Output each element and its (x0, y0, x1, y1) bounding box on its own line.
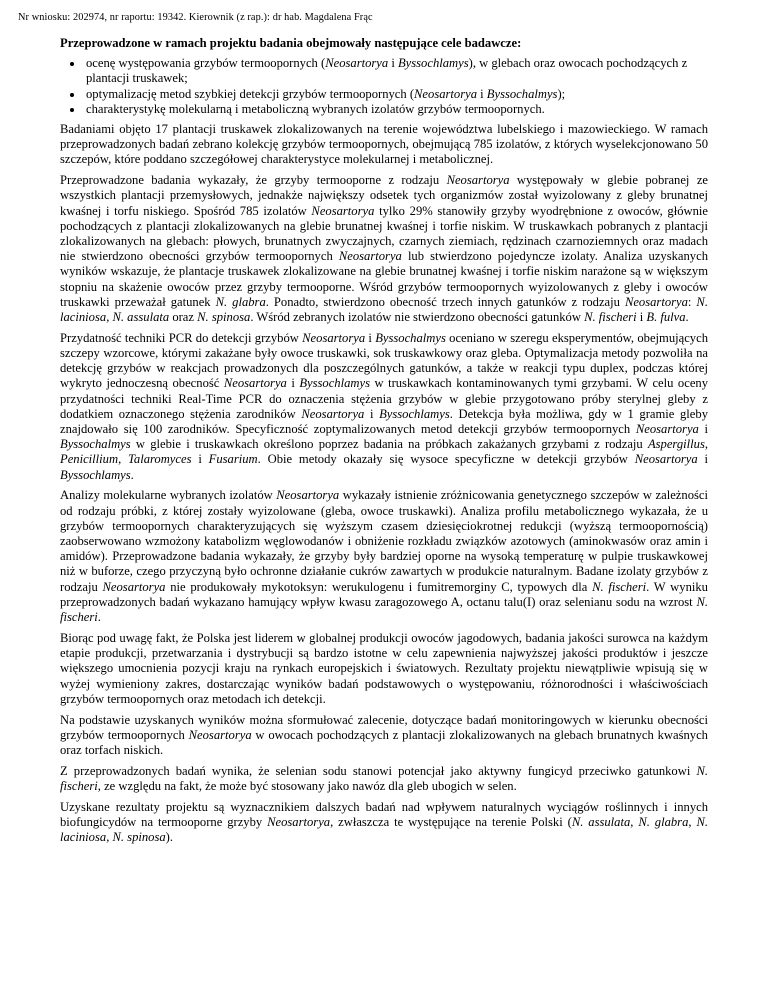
list-item (84, 56, 708, 86)
report-header: Nr wniosku: 202974, nr raportu: 19342. Kierownik (z rap.): dr hab. Magdalena Frąc (18, 12, 373, 23)
species-name: Neosartorya (302, 330, 366, 345)
paragraph-occurrence: Przeprowadzone badania wykazały, że grzyby termooporne z rodzaju Neosartorya występowały w glebie pobranej ze wszystkich plantacji przemysłowych, jednakże największy odsetek tych organizmów został wyizolowany z gleby brunatnej kwaśnej i torfu niskiego. Spośród 785 izolatów Neosartorya tylko 29% stanowiły grzyby wyodrębnione z owoców, głównie pochodzących z plantacji zlokalizowanych na glebie brunatnej kwaśnej i torfie niskim. W truskawkach pobranych z plantacji zlokalizowanych na glebach: płowych, brunatnych zwyczajnych, czarnych ziemiach, rędzinach czarnoziemnych oraz madach nie stwierdzono obecności grzybów termoopornych Neosartorya lub stwierdzono pojedyncze izolaty. Analiza uzyskanych wyników wskazuje, że plantacje truskawek zlokalizowane na glebie brunatnej kwaśnej i torfie niskim narażone są w większym stopniu na skażenie owoców przez grzyby termooporne. Wśród grzybów termoopornych wyizolowanych z gleby i owoców truskawki przeważał gatunek N. glabra. Ponadto, stwierdzono obecność trzech innych gatunków z rodzaju Neosartorya: N. laciniosa, N. assulata oraz N. spinosa. Wśród zebranych izolatów nie stwierdzono obecności gatunków N. fischeri i B. fulva. (60, 173, 709, 325)
item-text: optymalizację metod szybkiej detekcji grzybów termoopornych ( (86, 86, 415, 101)
species-name: N. assulata (571, 814, 631, 829)
species-name: Neosartorya (102, 579, 166, 594)
species-name: N. glabra (638, 814, 689, 829)
species-name: Neosartorya (624, 294, 688, 309)
species-name: N. fischeri (60, 594, 708, 625)
species-name: N. assulata (112, 310, 170, 325)
species-name: Byssochlamys (379, 406, 450, 421)
document-body (60, 36, 708, 851)
item-text: charakterystykę molekularną i metaboliczną wybranych izolatów grzybów termoopornych. (86, 101, 545, 116)
species-name: Neosartorya (446, 173, 510, 188)
species-name: N. fischeri (592, 579, 647, 594)
section-title-text: Przeprowadzone w ramach projektu badania obejmowały następujące cele badawcze (60, 36, 518, 50)
species-name: Byssochalmys (60, 437, 131, 452)
species-name: Fusarium (208, 452, 258, 467)
species-name: Neosartorya (276, 488, 340, 503)
paragraph-pcr-detection: Przydatność techniki PCR do detekcji grzybów Neosartorya i Byssochalmys oceniano w szeregu eksperymentów, obejmujących szczepy wzorcowe, którymi zakażane były owoce truskawki, sok truskawkowy oraz gleba. Optymalizacja metody pozwoliła na detekcję grzybów w reakcjach prowadzonych dla poszczególnych gatunków, a także w reakcji typu duplex, podczas której wykryto jednoczesną obecność Neosartorya i Byssochlamys w truskawkach kontaminowanych tymi grzybami. W celu oceny przydatności techniki Real-Time PCR do oznaczenia stężenia grzybów w glebie przygotowano próby sterylnej gleby z dodatkiem oznaczonego stężenia zarodników Neosartorya i Byssochlamys. Detekcja była możliwa, gdy w 1 gramie gleby znajdowało się 100 zarodników. Specyficzność zoptymalizowanych metod detekcji grzybów termoopornych Neosartorya i Byssochalmys w glebie i truskawkach określono poprzez badania na próbkach zakażanych grzybami z rodzaju Aspergillus, Penicillium, Talaromyces i Fusarium. Obie metody okazały się wysoce specyficzne w detekcji grzybów Neosartorya i Byssochlamys. (60, 330, 709, 482)
item-text: ocenę występowania grzybów termoopornych ( (86, 56, 326, 71)
species-name: Byssochlamys (299, 376, 370, 391)
species-name: N. spinosa (112, 830, 166, 845)
species-name: Penicillium (60, 452, 119, 467)
species-name: N. laciniosa (60, 294, 708, 325)
species-name: Talaromyces (128, 452, 192, 467)
species-name: N. glabra (215, 294, 266, 309)
item-text: ), w glebach oraz owocach pochodzących z plantacji truskawek; (86, 56, 688, 86)
item-text: ); (557, 86, 566, 101)
list-item (84, 102, 708, 117)
paragraph-recommendation: Na podstawie uzyskanych wyników można sformułować zalecenie, dotyczące badań monitoringowych w kierunku obecności grzybów termoopornych Neosartorya w owocach pochodzących z plantacji zlokalizowanych na glebach brunatnych kwaśnych oraz torfach niskich. (60, 712, 708, 757)
species-name: Neosartorya (301, 406, 365, 421)
list-item (84, 87, 708, 102)
section-title: Przeprowadzone w ramach projektu badania obejmowały następujące cele badawcze: (60, 36, 522, 50)
species-name: Neosartorya (311, 203, 375, 218)
paragraph-scope: Badaniami objęto 17 plantacji truskawek zlokalizowanych na terenie województwa lubelskiego i mazowieckiego. W ramach przeprowadzonych badań zebrano kolekcję grzybów termoopornych, obejmującą 785 izolatów, z których wyselekcjonowano 50 szczepów, które poddano szczegółowej charakterystyce molekularnej i metabolicznej. (60, 122, 708, 167)
item-species: Neosartorya (325, 56, 389, 71)
item-species: Neosartorya (414, 86, 477, 101)
species-name: Byssochalmys (375, 330, 446, 345)
paragraph-molecular-analysis: Analizy molekularne wybranych izolatów Neosartorya wykazały istnienie zróżnicowania genetycznego szczepów w zależności od rodzaju próbki, z której zostały wyizolowane (gleba, owoce truskawki). Analiza profilu metabolicznego wykazała, że u grzybów termoopornych charakteryzujących się wyższym czasem dziesięciokrotnej redukcji (wyższą termoopornością) zaobserwowano wzmożony katabolizm węglowodanów i obniżenie rozkładu związków azotowych (aminokwasów oraz amin i amidów). Przeprowadzone badania wykazały, że grzyby były bardziej oporne na wysoką temperaturę w pulpie truskawkowej niż w buforze, czego przyczyną było ochronne działanie cukrów zawartych w produkcie naturalnym. Badane izolaty grzybów z rodzaju Neosartorya nie produkowały mykotoksyn: werukulogenu i fumitremorginy C, typowych dla N. fischeri. W wyniku przeprowadzonych badań wykazano hamujący wpływ kwasu zaragozowego A, octanu talu(I) oraz selenianu sodu na wzrost N. fischeri. (60, 488, 708, 625)
objectives-list (60, 56, 708, 117)
paragraph-significance: Biorąc pod uwagę fakt, że Polska jest liderem w globalnej produkcji owoców jagodowych, badania jakości surowca na każdym etapie produkcji, przetwarzania i dystrybucji są bardzo istotne w celu zapewnienia najwyższej jakości produktów i jeszcze większego umocnienia pozycji kraju na rynkach europejskich i światowych. Rezultaty projektu niewątpliwie wpisują się w wyżej wymieniony zakres, dostarczając wyników badań podstawowych o występowaniu, różnorodności i właściwościach grzybów termoopornych oraz metodach ich detekcji. (60, 630, 708, 706)
species-name: N. fischeri (584, 310, 637, 325)
species-name: Neosartorya (338, 249, 402, 264)
paragraph-fungicide: Z przeprowadzonych badań wynika, że selenian sodu stanowi potencjał jako aktywny fungicyd przeciwko gatunkowi N. fischeri, ze względu na fakt, że może być stosowany jako nawóz dla gleb ubogich w selen. (60, 763, 708, 793)
item-text: i (388, 56, 398, 71)
species-name: N. fischeri (60, 763, 708, 793)
species-name: N. laciniosa (60, 814, 708, 845)
species-name: Byssochlamys (60, 467, 131, 482)
item-text: i (477, 86, 487, 101)
species-name: Aspergillus (647, 437, 705, 452)
paragraph-future-research: Uzyskane rezultaty projektu są wyznacznikiem dalszych badań nad wpływem naturalnych wyciągów roślinnych i innych biofungicydów na termooporne grzyby Neosartorya, zwłaszcza te występujące na terenie Polski (N. assulata, N. glabra, N. laciniosa, N. spinosa). (60, 799, 708, 845)
item-species: Byssochalmys (486, 86, 558, 101)
species-name: Neosartorya (635, 422, 699, 437)
species-name: Neosartorya (223, 376, 287, 391)
species-name: Neosartorya (267, 814, 331, 829)
item-species: Byssochlamys (397, 56, 469, 71)
species-name: Neosartorya (188, 727, 252, 742)
species-name: Neosartorya (634, 452, 698, 467)
species-name: B. fulva (646, 310, 686, 325)
species-name: N. spinosa (197, 310, 251, 325)
